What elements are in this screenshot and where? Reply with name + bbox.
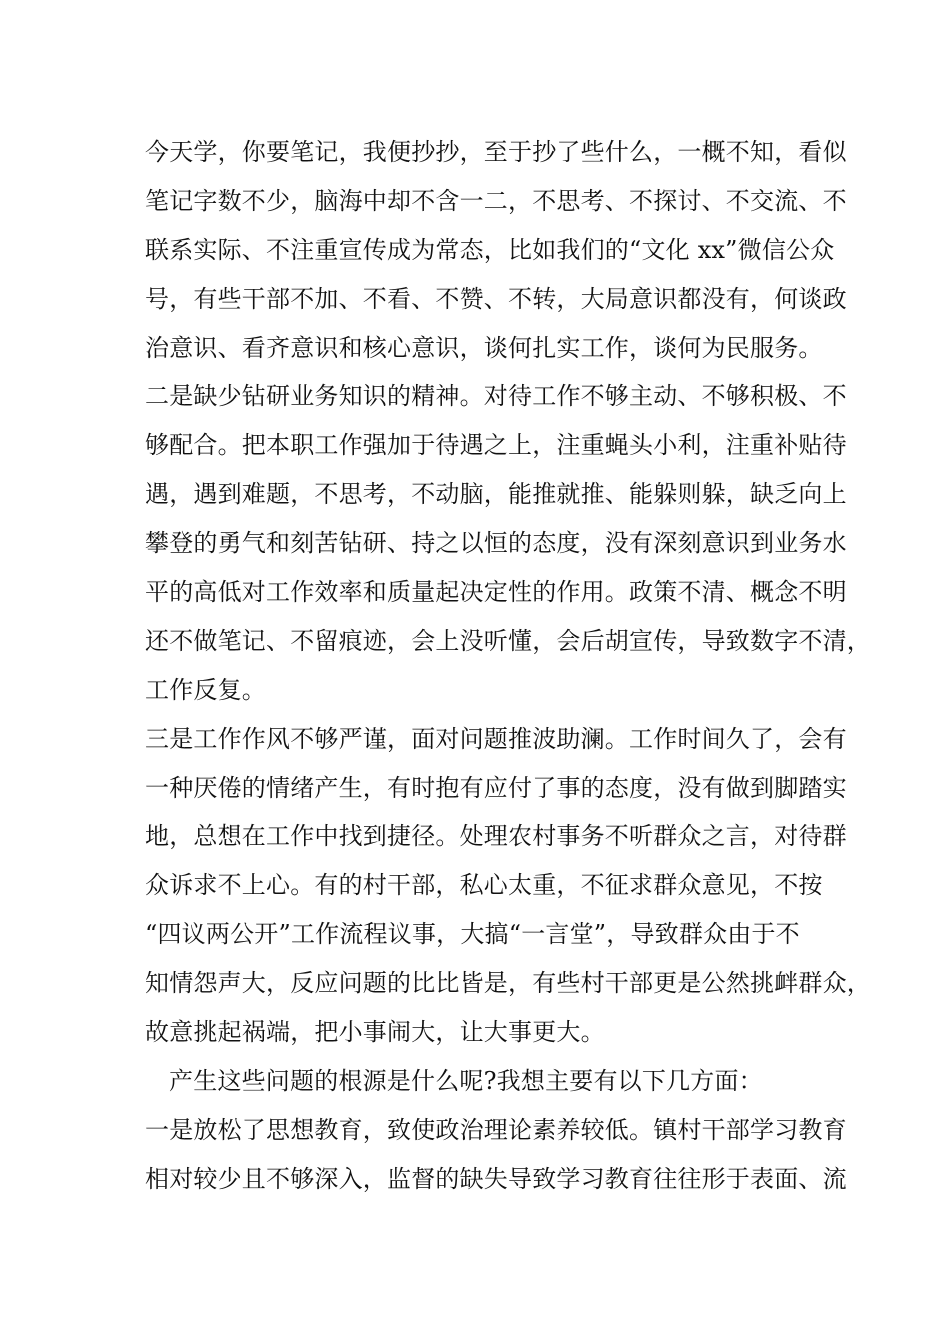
text-line: 工作反复。 [145, 675, 266, 704]
text-line: 众诉求不上心。有的村干部，私心太重，不征求群众意见，不按 [145, 871, 823, 900]
text-line: “四议两公开”工作流程议事，大搞“一言堂”，导致群众由于不 [145, 920, 800, 949]
text-line: 遇，遇到难题，不思考，不动脑，能推就推、能躲则躲，缺乏向上 [145, 480, 847, 509]
text-line: 还不做笔记、不留痕迹，会上没听懂，会后胡宣传，导致数字不清， [145, 626, 871, 655]
text-line: 攀登的勇气和刻苦钻研、持之以恒的态度，没有深刻意识到业务水 [145, 529, 847, 558]
text-line: 故意挑起祸端，把小事闹大，让大事更大。 [145, 1018, 605, 1047]
text-line: 够配合。把本职工作强加于待遇之上，注重蝇头小利，注重补贴待 [145, 431, 847, 460]
text-line: 一种厌倦的情绪产生，有时抱有应付了事的态度，没有做到脚踏实 [145, 773, 847, 802]
paragraph-heading-line: 一是放松了思想教育，致使政治理论素养较低。镇村干部学习教育 [145, 1115, 847, 1144]
text-line: 地，总想在工作中找到捷径。处理农村事务不听群众之言，对待群 [145, 822, 847, 851]
text-line: 平的高低对工作效率和质量起决定性的作用。政策不清、概念不明 [145, 578, 847, 607]
text-line: 笔记字数不少，脑海中却不含一二，不思考、不探讨、不交流、不 [145, 186, 847, 215]
text-line: 号，有些干部不加、不看、不赞、不转，大局意识都没有，何谈政 [145, 284, 847, 313]
text-line: 今天学，你要笔记，我便抄抄，至于抄了些什么，一概不知，看似 [145, 138, 847, 166]
text-line: 治意识、看齐意识和核心意识，谈何扎实工作，谈何为民服务。 [145, 333, 823, 362]
document-body [145, 128, 871, 1204]
text-line: 知情怨声大，反应问题的比比皆是，有些村干部更是公然挑衅群众， [145, 969, 871, 998]
text-line: 联系实际、不注重宣传成为常态，比如我们的“文化 xx”微信公众 [145, 235, 835, 264]
indented-text-line: 产生这些问题的根源是什么呢?我想主要有以下几方面： [169, 1066, 763, 1095]
text-line: 相对较少且不够深入，监督的缺失导致学习教育往往形于表面、流 [145, 1164, 847, 1193]
paragraph-heading-line: 二是缺少钻研业务知识的精神。对待工作不够主动、不够积极、不 [145, 382, 847, 411]
paragraph-heading-line: 三是工作作风不够严谨，面对问题推波助澜。工作时间久了，会有 [145, 724, 847, 753]
